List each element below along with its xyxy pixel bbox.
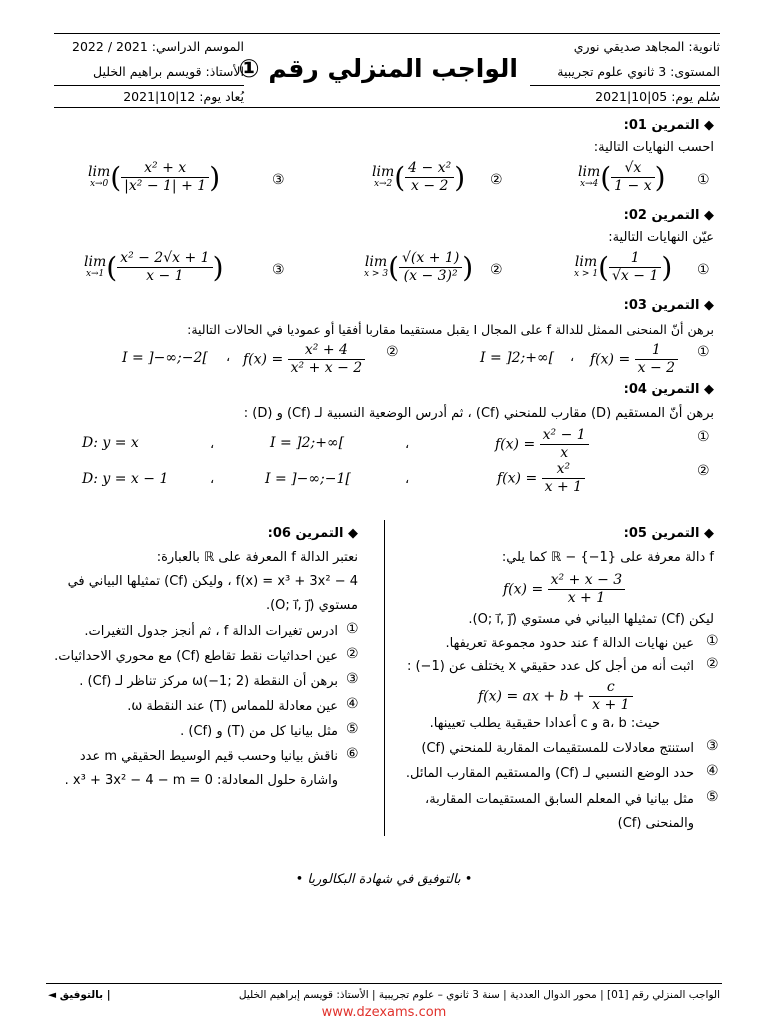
exercise-03-instruction: برهن أنّ المنحنى الممثل للدالة f على المجال I يقبل مستقيما مقاربا أفقيا أو عموديا في الحالات التالية: (187, 322, 714, 337)
ex02-item-2-number: ② (490, 262, 503, 278)
ex05-where: حيث: a، b و c أعدادا حقيقية يطلب تعيينها. (429, 716, 660, 731)
ex06-question-5: مثل بيانيا كل من (T) و (Cf) . (180, 724, 338, 739)
ex02-item-1-number: ① (697, 262, 710, 278)
footer-good-luck: | بالتوفيق ◄ (48, 989, 111, 1001)
ex03-separator-2: ، (226, 350, 231, 365)
ex05-question-1: عين نهايات الدالة f عند حدود مجموعة تعريفها. (445, 636, 694, 651)
column-divider (384, 520, 385, 836)
footer-info: الواجب المنزلي رقم [01] | محور الدوال العددية | سنة 3 ثانوي – علوم تجريبية | الأستاذ: قويسم إبراهيم الخليل (238, 989, 720, 1001)
ex04-function-1: f(x) = $\frac{\text{x² − 1}}{x}$ (495, 427, 589, 462)
level-label: المستوى: 3 ثانوي علوم تجريبية (557, 64, 720, 79)
exercise-03-heading: ◆ التمرين 03: (623, 298, 714, 313)
header-left-rule (54, 85, 244, 86)
ex04-item-1-number: ① (697, 429, 710, 445)
ex06-q3-number: ③ (346, 671, 359, 687)
exercise-04-heading: ◆ التمرين 04: (623, 382, 714, 397)
ex04-separator-1b: ، (210, 437, 215, 452)
ex06-q6-number: ⑥ (346, 746, 359, 762)
ex05-question-4: حدد الوضع النسبي لـ (Cf) والمستقيم المقارب المائل. (405, 766, 694, 781)
ex01-item-1-number: ① (697, 172, 710, 188)
ex06-question-2: عين احداثيات نقط تقاطع (Cf) مع محوري الاحداثيات. (54, 649, 338, 664)
school-year: الموسم الدراسي: 2021 / 2022 (72, 39, 244, 54)
ex03-separator-1: ، (570, 350, 575, 365)
ex01-item-3-number: ③ (272, 172, 285, 188)
ex01-limit-3: lim x→0 ( $\frac{\text{x² + x}}{\text{|x² − 1| + 1}}$ ) (88, 160, 221, 194)
teacher-name: الأستاذ: قويسم براهيم الخليل (93, 64, 244, 79)
ex06-q5-number: ⑤ (346, 721, 359, 737)
ex06-q4-number: ④ (346, 696, 359, 712)
ex04-separator-2b: ، (210, 472, 215, 487)
ex05-q5-number: ⑤ (706, 789, 719, 805)
exercise-05-intro: f دالة معرفة على {1−} − ℝ كما يلي: (501, 550, 714, 565)
exercise-06-heading: ◆ التمرين 06: (267, 526, 358, 541)
ex05-q4-number: ④ (706, 763, 719, 779)
ex01-limit-2: lim x→2 ( $\frac{\text{4 − x²}}{x - 2}$ ) (372, 160, 466, 194)
ex04-separator-1a: ، (405, 437, 410, 452)
school-name: ثانوية: المجاهد صديقي نوري (573, 39, 720, 54)
exercise-06-line-3: مستوي (O; i⃗, j⃗). (265, 598, 358, 613)
ex05-question-3: استنتج معادلات للمستقيمات المقاربة للمنحني (Cf) (421, 741, 694, 756)
header-right-rule (530, 85, 720, 86)
ex02-limit-3: lim x→1 ( $\frac{\text{x² − 2√x + 1}}{x - 1}$ ) (84, 250, 224, 284)
ex04-separator-2a: ، (405, 472, 410, 487)
ex03-interval-1: I = ]2;+∞[ (480, 350, 555, 366)
exercise-01-instruction: احسب النهايات التالية: (593, 140, 714, 155)
closing-wish: • بالتوفيق في شهادة البكالوريا • (295, 872, 473, 887)
exercise-02-instruction: عيّن النهايات التالية: (608, 230, 714, 245)
ex06-question-6a: ناقش بيانيا وحسب قيم الوسيط الحقيقي m عدد (79, 749, 338, 764)
ex05-question-2: اثبت أنه من أجل كل عدد حقيقي x يختلف عن (1−) : (406, 659, 694, 674)
ex04-interval-1: I = ]2;+∞[ (270, 435, 345, 451)
ex04-function-2: f(x) = $\frac{\text{x²}}{x + 1}$ (497, 461, 585, 496)
ex06-question-4: عين معادلة للمماس (T) عند النقطة ω. (127, 699, 338, 714)
ex04-interval-2: I = ]−∞;−1[ (265, 471, 351, 487)
ex06-question-6b: واشارة حلول المعادلة: x³ + 3x² − 4 − m = 0 . (64, 773, 338, 788)
exercise-06-line-1: نعتبر الدالة f المعرفة على ℝ بالعبارة: (156, 550, 358, 565)
exercise-05-let: ليكن (Cf) تمثيلها البياني في مستوي (O; i⃗, j⃗). (468, 612, 714, 627)
ex01-item-2-number: ② (490, 172, 503, 188)
ex03-item-2-number: ② (386, 344, 399, 360)
exercise-01-heading: ◆ التمرين 01: (623, 118, 714, 133)
ex01-limit-1: lim x→4 ( $\frac{√x}{1 - x}$ ) (578, 160, 666, 194)
ex04-line-1: D: y = x (82, 435, 139, 451)
header-top-rule (54, 33, 720, 34)
ex02-item-3-number: ③ (272, 262, 285, 278)
ex03-function-1: f(x) = $\frac{1}{x - 2}$ (590, 342, 678, 377)
exercise-05-heading: ◆ التمرين 05: (623, 526, 714, 541)
return-date: يُعاد يوم: 12|10|2021 (123, 89, 244, 104)
ex06-question-1: ادرس تغيرات الدالة f ، ثم أنجز جدول التغيرات. (84, 624, 338, 639)
footer-rule (46, 983, 722, 984)
ex06-q1-number: ① (346, 621, 359, 637)
ex03-function-2: f(x) = $\frac{\text{x² + 4}}{\text{x² + x − 2}}$ (243, 342, 365, 377)
ex06-question-3: برهن أن النقطة (2 ;1−)ω مركز تناظر لـ (Cf) . (79, 674, 338, 689)
watermark-url[interactable]: www.dzexams.com (321, 1005, 447, 1020)
ex04-item-2-number: ② (697, 463, 710, 479)
given-date: سُلم يوم: 05|10|2021 (595, 89, 720, 104)
ex03-item-1-number: ① (697, 344, 710, 360)
ex05-q1-number: ① (706, 633, 719, 649)
ex05-q2-number: ② (706, 656, 719, 672)
exercise-02-heading: ◆ التمرين 02: (623, 208, 714, 223)
ex05-decomposition: f(x) = ax + b + $\frac{c}{x + 1}$ (478, 679, 633, 714)
ex05-function: f(x) = $\frac{\text{x² + x − 3}}{x + 1}$ (503, 572, 625, 607)
ex02-limit-1: lim x > 1 ( $\frac{1}{√x - 1}$ ) (574, 250, 673, 284)
ex02-limit-2: lim x > 3 ( $\frac{√(x + 1)}{\text{(x − 3)²}}$ ) (364, 250, 474, 284)
ex06-q2-number: ② (346, 646, 359, 662)
exercise-04-instruction: برهن أنّ المستقيم (D) مقارب للمنحني (Cf) ، ثم أدرس الوضعية النسبية لـ (Cf) و (D) : (243, 406, 714, 421)
ex05-question-5b: والمنحنى (Cf) (617, 816, 694, 831)
ex04-line-2: D: y = x − 1 (82, 471, 169, 487)
header-bottom-rule (54, 107, 720, 108)
ex03-interval-2: I = ]−∞;−2[ (122, 350, 208, 366)
exercise-06-line-2: f(x) = x³ + 3x² − 4 ، وليكن (Cf) تمثيلها البياني في (67, 574, 358, 589)
page-title: الواجب المنزلي رقم ① (238, 54, 518, 83)
ex05-q3-number: ③ (706, 738, 719, 754)
ex05-question-5a: مثل بيانيا في المعلم السابق المستقيمات المقاربة، (425, 792, 694, 807)
